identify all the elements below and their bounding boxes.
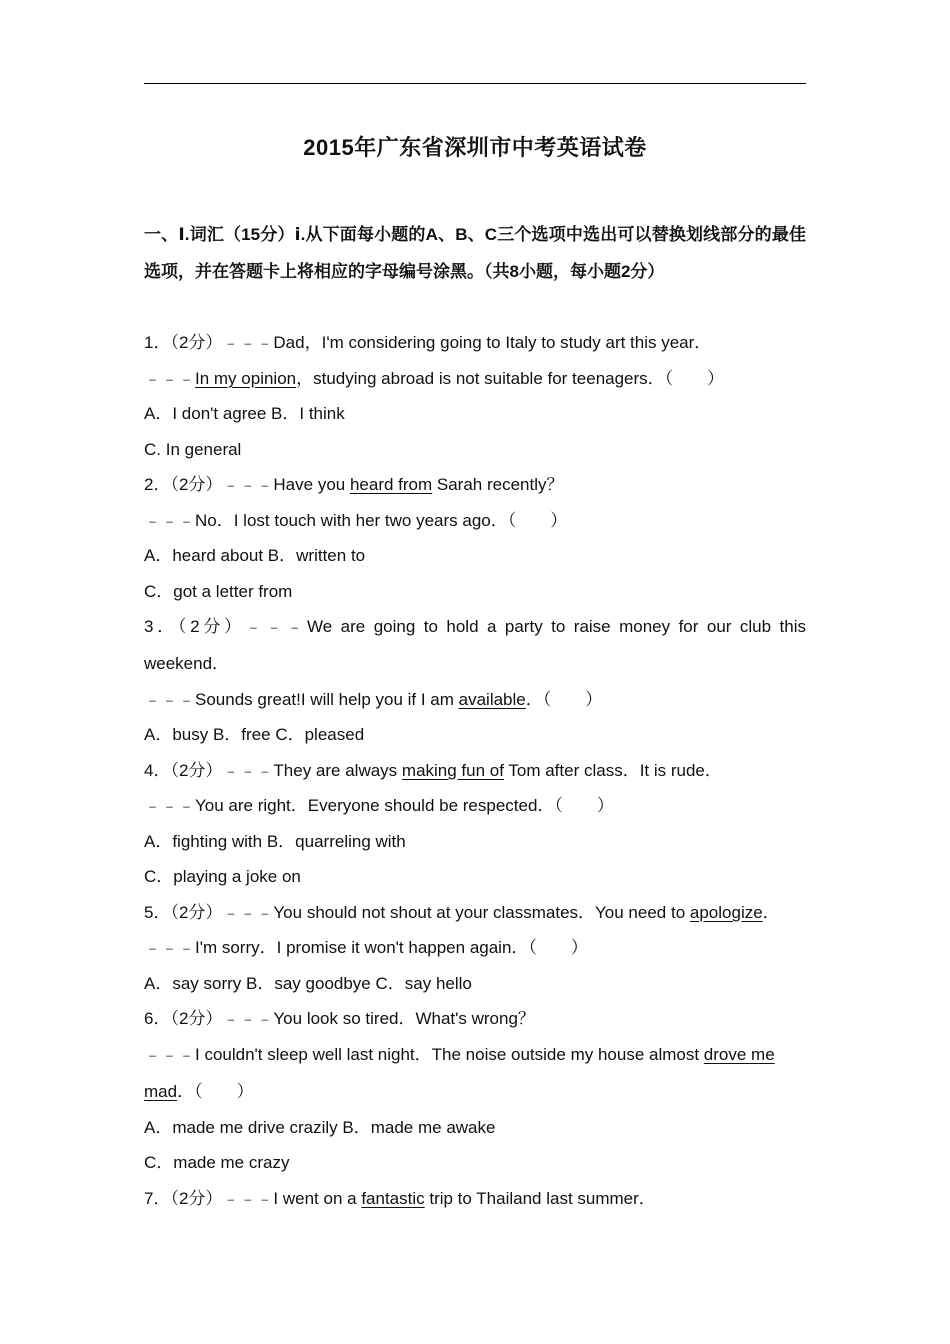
q3-underlined: available [458,690,526,709]
q1-prompt: 1．（2分）﹣﹣﹣Dad，I'm considering going to Italy to study art this year． [144,333,712,352]
q4-option-c: C．playing a joke on [144,867,301,886]
q6-underlined-1: drove me [703,1045,775,1064]
q4-options-ab: A．fighting with B．quarreling with [144,832,406,851]
q2-reply: ﹣﹣﹣No．I lost touch with her two years ago．（ ） [144,511,568,530]
q6-underlined-2: mad [144,1082,178,1101]
q6-prompt: 6．（2分）﹣﹣﹣You look so tired．What's wrong？ [144,1009,535,1028]
q2-options-ab: A．heard about B．written to [144,546,366,565]
q5-prompt-post: ． [762,903,780,922]
q2-prompt-post: Sarah recently？ [432,475,564,494]
q2-option-c: C．got a letter from [144,582,293,601]
q3-reply-post: ．（ ） [525,690,603,709]
q4-prompt-pre: 4．（2分）﹣﹣﹣They are always [144,761,402,780]
q7-prompt-post: trip to Thailand last summer． [424,1189,656,1208]
q5-prompt-pre: 5．（2分）﹣﹣﹣You should not shout at your classmates．You need to [144,903,690,922]
q5-underlined: apologize [689,903,763,922]
page-title: 2015年广东省深圳市中考英语试卷 [303,135,647,160]
q1-underlined: In my opinion [195,369,297,388]
q6-reply [144,1040,808,1070]
q2-underlined: heard from [349,475,433,494]
q3-prompt: 3．（2分）﹣﹣﹣We are going to hold a party to raise money for our club this [144,617,806,636]
q6-option-c: C．made me crazy [144,1153,290,1172]
q7-prompt [144,1184,808,1214]
q2-prompt [144,470,808,500]
section-heading: 一、Ⅰ.词汇（15分）ⅰ.从下面每小题的A、B、C三个选项中选出可以替换划线部分的最佳选项，并在答题卡上将相应的字母编号涂黑。（共8小题，每小题2分） [144,225,806,281]
q4-reply: ﹣﹣﹣You are right．Everyone should be respected．（ ） [144,796,614,815]
q1-reply [144,364,808,394]
q5-reply: ﹣﹣﹣I'm sorry．I promise it won't happen again．（ ） [144,938,588,957]
q6-reply-cont [144,1077,808,1107]
q3-options: A．busy B．free C．pleased [144,725,365,744]
top-rule [144,83,806,84]
q7-prompt-pre: 7．（2分）﹣﹣﹣I went on a [144,1189,362,1208]
q4-underlined: making fun of [401,761,504,780]
q7-underlined: fantastic [361,1189,425,1208]
q1-reply-pre: ﹣﹣﹣ [144,369,195,388]
q6-options-ab: A．made me drive crazily B．made me awake [144,1118,496,1137]
q3-reply-pre: ﹣﹣﹣Sounds great!I will help you if I am [144,690,459,709]
q6-reply-post: ．（ ） [177,1082,254,1101]
q1-options-ab: A．I don't agree B．I think [144,404,345,423]
q1-option-c: C. In general [144,440,242,459]
q3-prompt-cont: weekend． [144,654,230,673]
q4-prompt-post: Tom after class．It is rude． [503,761,722,780]
q6-reply-pre: ﹣﹣﹣I couldn't sleep well last night．The noise outside my house almost [144,1045,704,1064]
q5-options: A．say sorry B．say goodbye C．say hello [144,974,472,993]
q2-prompt-pre: 2．（2分）﹣﹣﹣Have you [144,475,350,494]
q4-prompt [144,756,808,786]
q5-prompt [144,898,808,928]
q1-reply-post: ，studying abroad is not suitable for teenagers．（ ） [296,369,725,388]
q3-reply [144,685,808,715]
